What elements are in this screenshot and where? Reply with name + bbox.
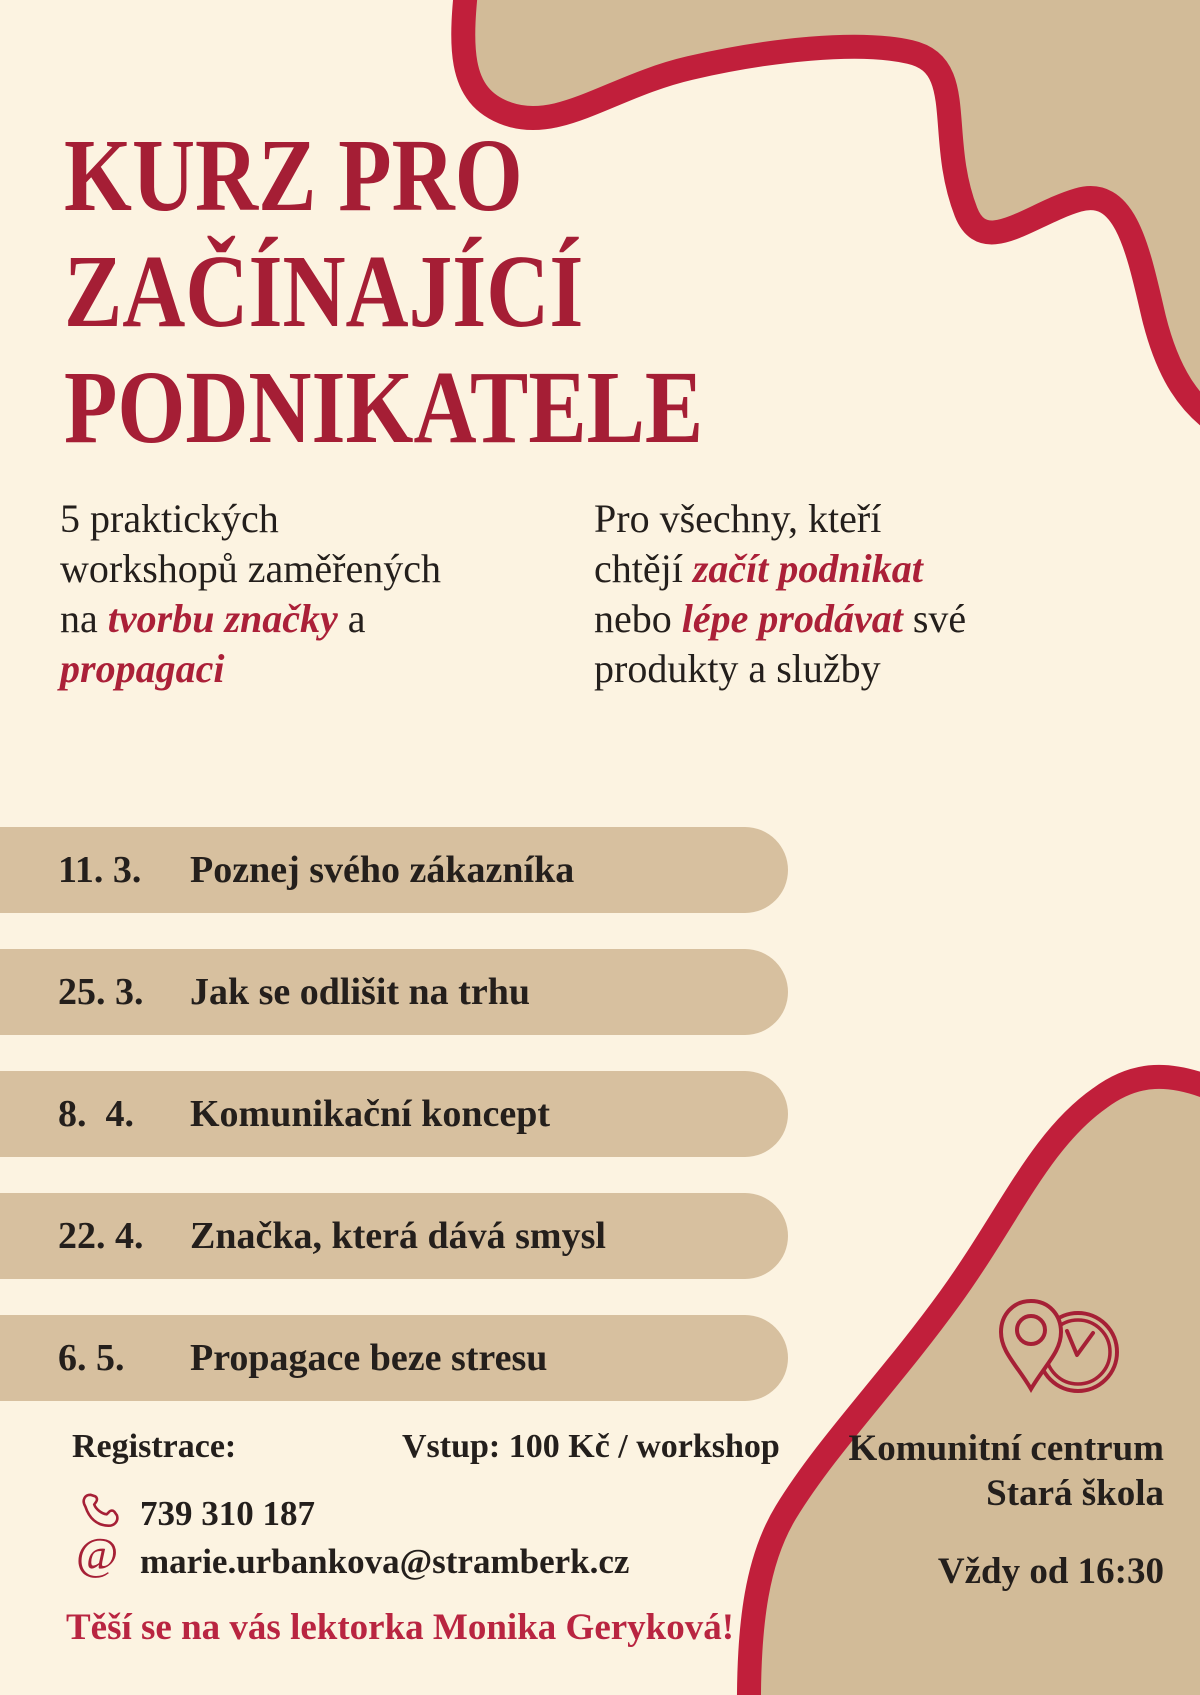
schedule-title: Jak se odlišit na trhu: [190, 971, 530, 1013]
page-title: [64, 118, 825, 466]
schedule-row-1: [0, 827, 788, 913]
accent-lepe-prodavat: lépe prodávat: [681, 596, 903, 641]
schedule-title: Propagace beze stresu: [190, 1337, 548, 1379]
title-line-2: ZAČÍNAJÍCÍ: [64, 234, 584, 349]
intro-right-line-4: produkty a služby: [594, 646, 881, 691]
phone-number: 739 310 187: [140, 1494, 315, 1533]
intro-right-line-1: Pro všechny, kteří: [594, 496, 882, 541]
accent-zacit-podnikat: začít podnikat: [692, 546, 923, 591]
schedule-date: 22. 4.: [58, 1215, 144, 1257]
schedule-row-4: [0, 1193, 788, 1279]
intro-right-column: [594, 494, 1074, 694]
venue-name-line-1: Komunitní centrum: [848, 1428, 1164, 1469]
schedule-row-3: [0, 1071, 788, 1157]
schedule-row-5: [0, 1315, 788, 1401]
accent-tvorbu-znacky: tvorbu značky: [107, 596, 338, 641]
schedule-row-2: [0, 949, 788, 1035]
intro-right-line-3: nebo lépe prodávat své: [594, 596, 967, 641]
title-line-1: KURZ PRO: [64, 118, 523, 233]
registration-label: Registrace:: [72, 1428, 237, 1465]
schedule-date: 6. 5.: [58, 1337, 125, 1379]
schedule-title: Poznej svého zákazníka: [190, 849, 575, 891]
intro-left-column: [60, 494, 540, 694]
schedule-date: 25. 3.: [58, 971, 144, 1013]
intro-right-line-2: chtějí začít podnikat: [594, 546, 923, 591]
intro-left-line-2: workshopů zaměřených: [60, 546, 441, 591]
venue-name: [848, 1426, 1164, 1516]
accent-propagaci: propagaci: [60, 646, 225, 691]
email-address: marie.urbankova@stramberk.cz: [140, 1542, 630, 1581]
intro-left-line-3: na tvorbu značky a: [60, 596, 366, 641]
title-line-3: PODNIKATELE: [64, 350, 704, 465]
price-label: Vstup: 100 Kč / workshop: [402, 1428, 780, 1465]
location-clock-icon: [995, 1295, 1130, 1410]
phone-icon: [76, 1488, 120, 1532]
intro-left-line-1: 5 praktických: [60, 496, 279, 541]
venue-time: Vždy od 16:30: [937, 1551, 1164, 1592]
schedule-date: 8. 4.: [58, 1093, 134, 1135]
closing-line: Těší se na vás lektorka Monika Geryková!: [66, 1607, 735, 1648]
schedule-date: 11. 3.: [58, 849, 142, 891]
schedule-title: Značka, která dává smysl: [190, 1215, 606, 1257]
at-icon: @: [76, 1528, 119, 1579]
bottom-right-tan-blob: [749, 1077, 1200, 1695]
schedule-title: Komunikační koncept: [190, 1093, 551, 1135]
venue-name-line-2: Stará škola: [986, 1473, 1164, 1514]
intro-left-line-4: [60, 644, 540, 694]
